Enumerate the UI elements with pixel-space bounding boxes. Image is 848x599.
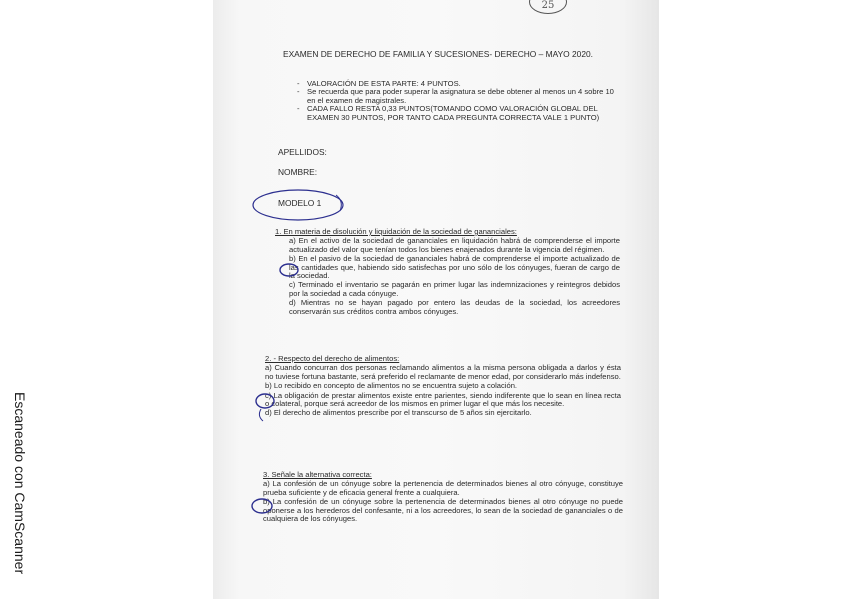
question-2-option-d: d) El derecho de alimentos prescribe por el transcurso de 5 años sin ejercitarlo.	[265, 408, 532, 418]
camscanner-watermark: Escaneado con CamScanner	[12, 392, 28, 575]
question-1-title: 1. En materia de disolución y liquidación de la sociedad de gananciales:	[275, 227, 517, 236]
rule-item: - Se recuerda que para poder superar la asignatura se debe obtener al menos un 4 sobre 10 en el examen de magistrales.	[297, 88, 617, 105]
question-3	[263, 471, 623, 523]
question-1	[275, 228, 620, 316]
question-3-option-b: b) La confesión de un cónyuge sobre la pertenencia de determinados bienes al otro cónyuge no puede oponerse a los herederos del confesante, ni a los acreedores, lo sean de la sociedad de gananciales o de cualquiera de los cónyuges.	[263, 497, 623, 524]
question-1-option-b: b) En el pasivo de la sociedad de gananciales habrá de comprenderse el importe actualizado de las cantidades que, habiendo sido satisfechas por uno sólo de los cónyuges, fueran de cargo de la sociedad.	[289, 254, 620, 281]
question-2-title: 2. - Respecto del derecho de alimentos:	[265, 354, 400, 363]
model-label-group	[250, 187, 346, 223]
exam-title: EXAMEN DE DERECHO DE FAMILIA Y SUCESIONES- DERECHO – MAYO 2020.	[283, 49, 593, 59]
question-1-option-a: a) En el activo de la sociedad de gananciales en liquidación habrá de comprenderse el importe actualizado del valor que tenían todos los bienes enajenados durante la vigencia del régimen.	[289, 236, 620, 254]
question-2-option-a: a) Cuando concurran dos personas reclamando alimentos a la misma persona obligada a darlos y ésta no tuviese fortuna bastante, será preferido el reclamante de menor edad, por considerarlo más indefenso.	[265, 363, 621, 381]
model-label: MODELO 1	[278, 198, 322, 208]
question-1-option-d: d) Mientras no se hayan pagado por entero las deudas de la sociedad, los acreedores conservarán sus créditos contra ambos cónyuges.	[289, 298, 620, 316]
handwritten-page-number: 25	[529, 0, 567, 14]
question-2-option-c: c) La obligación de prestar alimentos existe entre parientes, siendo indiferente que lo sean en línea recta o colateral, porque será acreedor de los mismos en primer lugar el que más los necesite.	[265, 390, 621, 409]
question-1-option-c: c) Terminado el inventario se pagarán en primer lugar las indemnizaciones y reintegros debidos por la sociedad a cada cónyuge.	[289, 280, 620, 298]
question-2-option-b: b) Lo recibido en concepto de alimentos no se encuentra sujeto a colación.	[265, 381, 518, 391]
question-2	[265, 355, 621, 418]
rule-item: - VALORACIÓN DE ESTA PARTE: 4 PUNTOS.	[297, 80, 617, 88]
name-field-label: NOMBRE:	[278, 167, 318, 177]
question-3-title: 3. Señale la alternativa correcta:	[263, 470, 372, 479]
answer-circle-icon	[250, 497, 274, 515]
exam-rules-list	[297, 80, 617, 122]
scanned-exam-page	[213, 0, 659, 599]
document-body	[213, 0, 659, 599]
rule-item: - CADA FALLO RESTA 0,33 PUNTOS(TOMANDO COMO VALORACIÓN GLOBAL DEL EXAMEN 30 PUNTOS, POR TANTO CADA PREGUNTA CORRECTA VALE 1 PUNTO)	[297, 105, 617, 122]
answer-circle-icon	[278, 262, 300, 278]
surname-field-label: APELLIDOS:	[278, 147, 327, 157]
question-3-option-a: a) La confesión de un cónyuge sobre la pertenencia de determinados bienes al otro cónyuge, constituye prueba suficiente y de eficacia general frente a cualquiera.	[263, 479, 623, 497]
answer-circle-icon	[253, 392, 277, 424]
